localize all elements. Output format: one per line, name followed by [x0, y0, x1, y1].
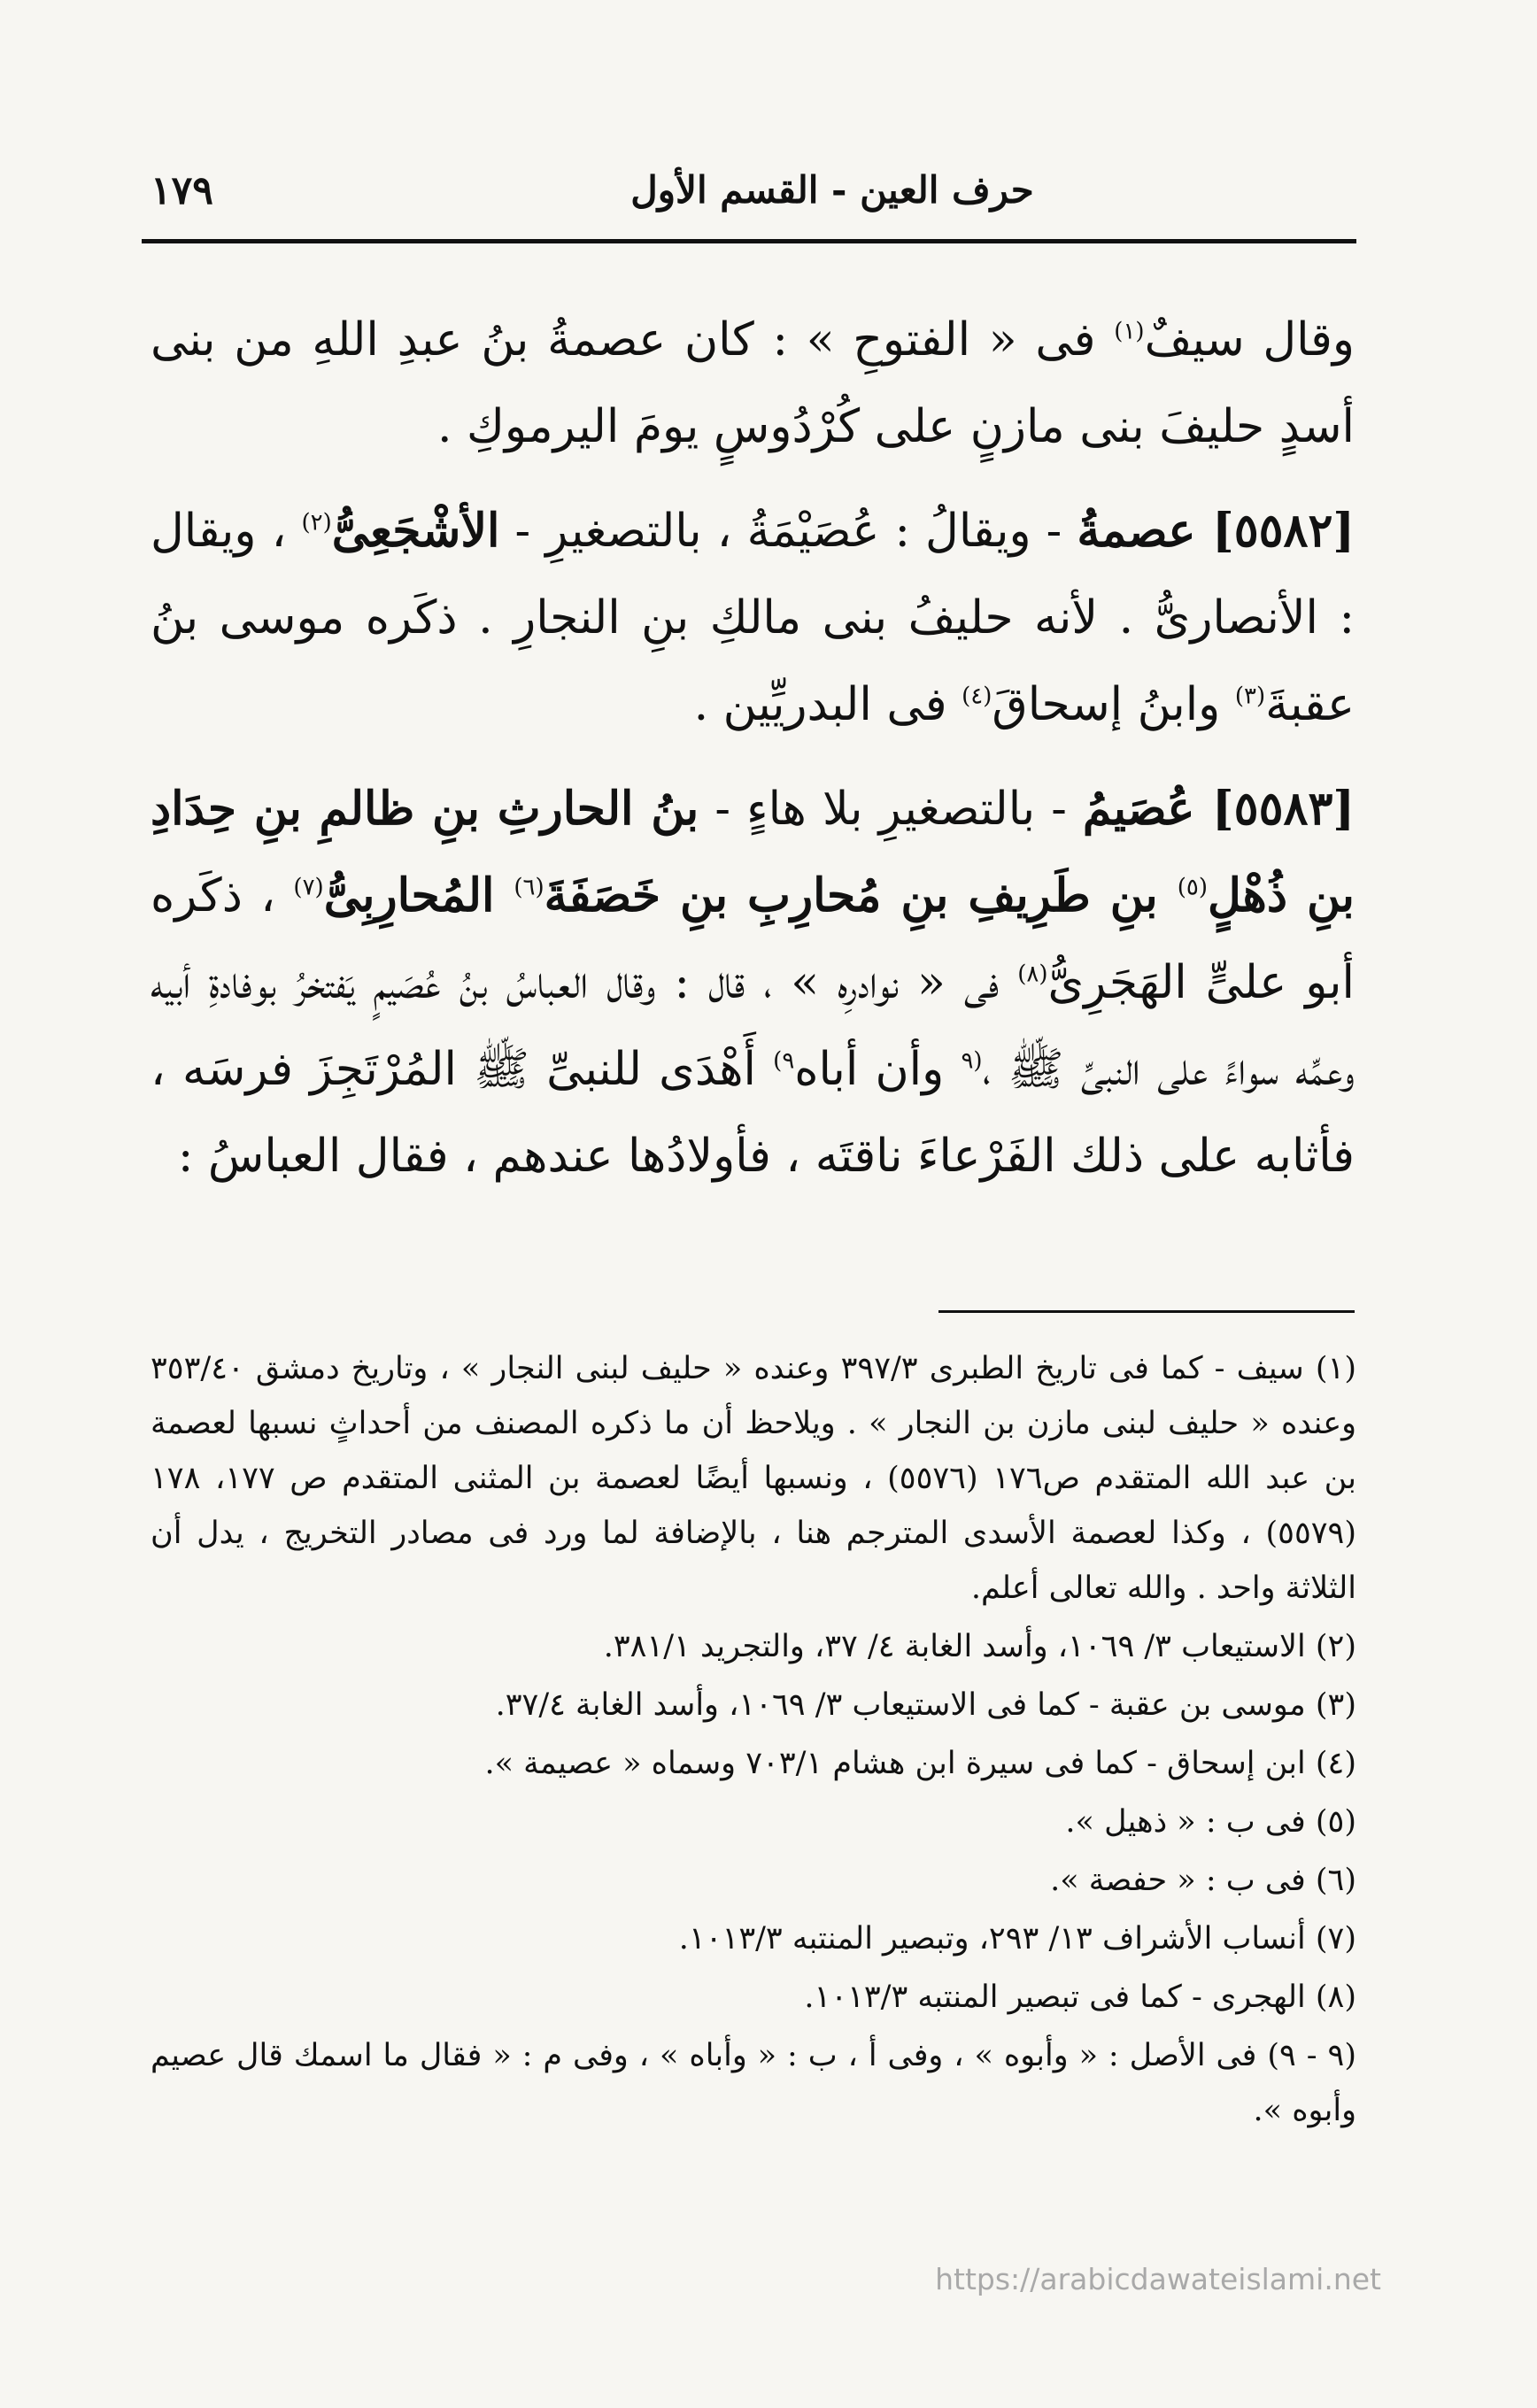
- text-span: أَهْدَى للنبىِّ ﷺ المُرْتَجِزَ فرسَه ، فأثابه على ذلك الفَرْعاءَ ناقتَه ، فأولادُها عندهم ، فقال العباسُ :: [151, 1043, 1355, 1183]
- footnote: (٩ - ٩) فى الأصل : « وأبوه » ، وفى أ ، ب : « وأباه » ، وفى م : « فقال ما اسمك قال عصيم وأبوه ».: [151, 2038, 1357, 2128]
- nisba: المُحارِبِىُّ: [323, 868, 514, 922]
- paragraph-1: [151, 297, 1355, 470]
- note-ref: (٣): [1234, 683, 1266, 710]
- text-span: ، ذكَره أبو علىٍّ الهَجَرِىُّ: [151, 869, 1355, 1009]
- text-span: فى البدريِّين .: [693, 678, 962, 731]
- entry-heading: [٥٥٨٢] عصمةُ: [1077, 504, 1355, 558]
- footnote: (٦) فى ب : « حفصة ».: [1050, 1863, 1356, 1898]
- footnote: (٢) الاستيعاب ٣/ ١٠٦٩، وأسد الغابة ٤/ ٣٧، والتجريد ٣٨١/١.: [603, 1629, 1356, 1664]
- text-span: فى « نوادرِه » ، قال : وقال العباسُ بنُ عُصَيمٍ يَفتخرُ بوفادةِ أبيه وعمِّه سواءً على النبىِّ ﷺ ،: [151, 956, 1355, 1096]
- note-ref: (٢): [301, 509, 332, 536]
- page-header: [142, 168, 1355, 221]
- note-ref: (٧): [293, 874, 324, 901]
- lineage: بنُ الحارثِ بنِ ظالمِ بنِ حِدَادِ بنِ ذُهْلٍ: [151, 782, 1355, 922]
- footnote-rule: [938, 1310, 1355, 1313]
- watermark-url: https://arabicdawateislami.net: [935, 2262, 1381, 2296]
- entry-5582: [151, 488, 1355, 748]
- entry-5583: [151, 766, 1355, 1200]
- text-span: ، ويقال : الأنصارىُّ . لأنه حليفُ بنى مالكِ بنِ النجارِ . ذكَره موسى بنُ عقبةَ: [151, 505, 1355, 731]
- text-span: وأن أباه: [794, 1043, 962, 1096]
- note-ref: (٦): [514, 874, 545, 901]
- text-span: وابنُ إسحاقَ: [992, 678, 1235, 731]
- footnote: (٥) فى ب : « ذهيل ».: [1065, 1804, 1356, 1840]
- note-ref: (٨): [1017, 961, 1048, 988]
- nisba: الأشْجَعِىُّ: [331, 504, 500, 558]
- text-span: وقال سيفٌ: [1144, 313, 1355, 367]
- lineage: بنِ طَرِيفِ بنِ مُحارِبِ بنِ خَصَفَةَ: [544, 868, 1178, 922]
- note-ref: (٩: [961, 1047, 983, 1075]
- text-span: - بالتصغيرِ بلا هاءٍ -: [699, 783, 1083, 836]
- running-title: حرف العين - القسم الأول: [630, 168, 1034, 212]
- note-ref: (٤): [962, 683, 992, 710]
- footnote: (٧) أنساب الأشراف ١٣/ ٢٩٣، وتبصير المنتبه ١٠١٣/٣.: [678, 1921, 1356, 1956]
- text-span: فى « الفتوحِ » : كان عصمةُ بنُ عبدِ اللهِ من بنى أسدٍ حليفَ بنى مازنٍ على كُرْدُوسٍ يومَ اليرموكِ .: [151, 313, 1355, 453]
- page-number: ١٧٩: [151, 168, 213, 213]
- footnote: (٤) ابن إسحاق - كما فى سيرة ابن هشام ٧٠٣/١ وسماه « عصيمة ».: [484, 1746, 1356, 1781]
- footnotes: [151, 1341, 1356, 2138]
- note-ref: ٩): [773, 1047, 795, 1075]
- footnote: (١) سيف - كما فى تاريخ الطبرى ٣٩٧/٣ وعنده « حليف لبنى النجار » ، وتاريخ دمشق ٣٥٣/٤٠ وعنده « حليف لبنى مازن بن النجار » . ويلاحظ أن ما ذكره المصنف من أحداثٍ نسبها لعصمة بن عبد الله المتقدم ص١٧٦ (٥٥٧٦) ، ونسبها أيضًا لعصمة بن المثنى المتقدم ص ١٧٧، ١٧٨ (٥٥٧٩) ، وكذا لعصمة الأسدى المترجم هنا ، بالإضافة لما ورد فى مصادر التخريج ، يدل أن الثلاثة واحد . والله تعالى أعلم.: [151, 1351, 1357, 1606]
- text-span: - ويقالُ : عُصَيْمَةُ ، بالتصغيرِ -: [499, 505, 1077, 558]
- footnote: (٣) موسى بن عقبة - كما فى الاستيعاب ٣/ ١٠٦٩، وأسد الغابة ٣٧/٤.: [495, 1687, 1356, 1723]
- footnote: (٨) الهجرى - كما فى تبصير المنتبه ١٠١٣/٣.: [804, 1980, 1356, 2015]
- main-text: [151, 297, 1355, 1200]
- note-ref: (٥): [1177, 874, 1209, 901]
- header-rule: [142, 239, 1356, 243]
- note-ref: (١): [1114, 318, 1145, 345]
- entry-heading: [٥٥٨٣] عُصَيمُ: [1082, 782, 1355, 836]
